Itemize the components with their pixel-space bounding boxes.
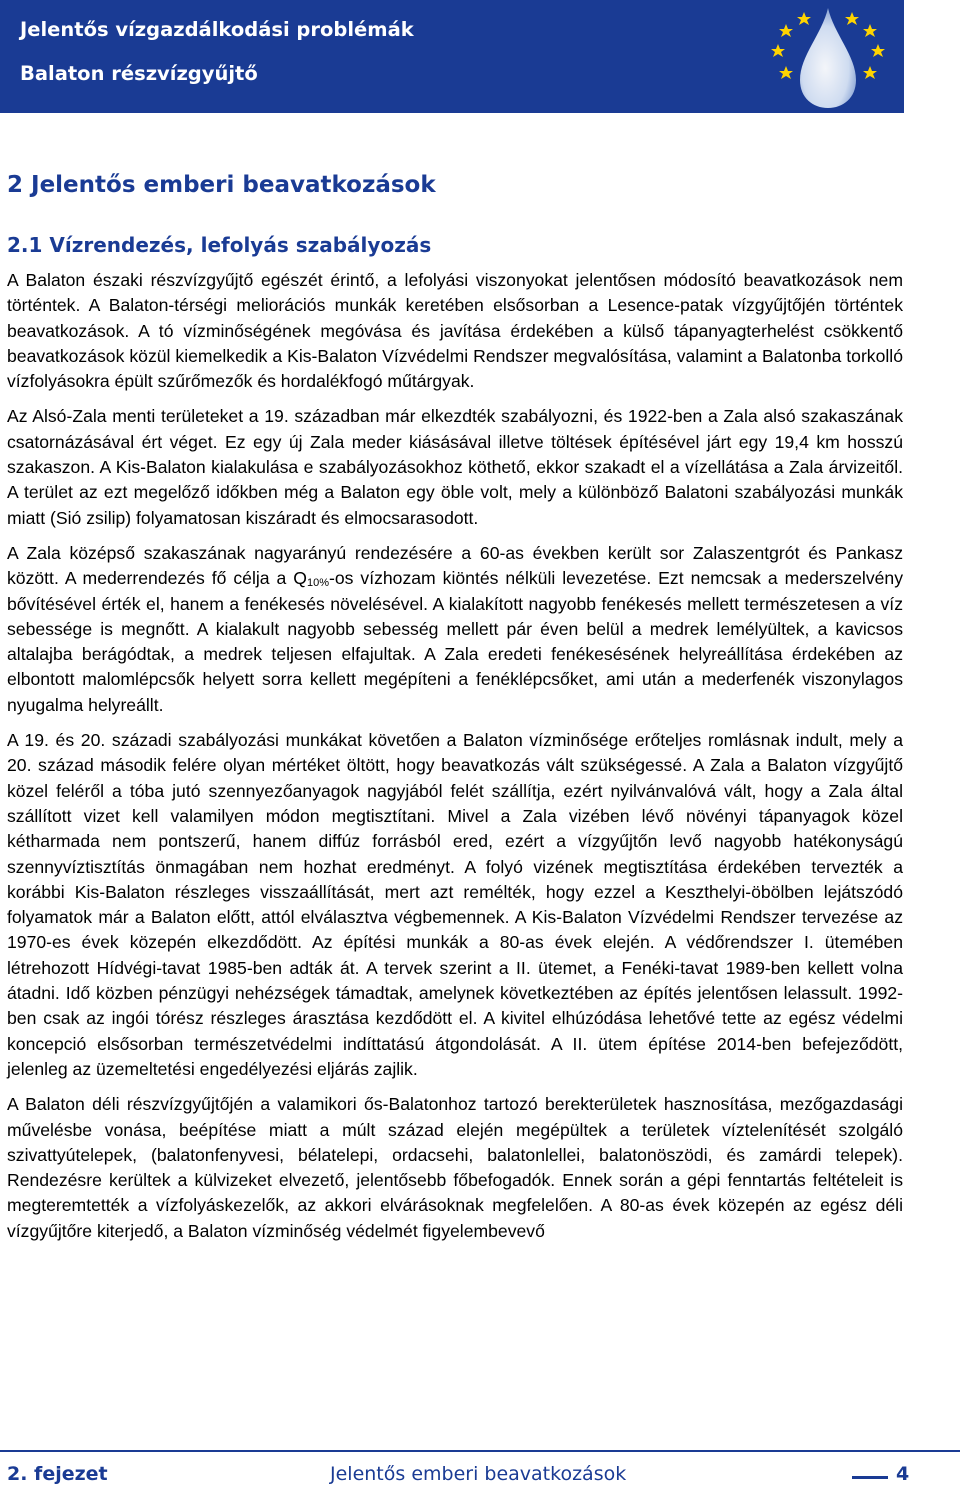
footer-chapter: 2. fejezet [7,1463,108,1485]
water-drop-eu-stars-logo-icon [756,4,900,110]
paragraph-3 [7,541,903,718]
footer-dash [852,1476,888,1479]
paragraph-5: A Balaton déli részvízgyűjtőjén a valamikori ős-Balatonhoz tartozó berekterületek hasznosítása, mezőgazdasági művelésbe vonása, beépítése miatt a múlt század elején megépültek a területek víztelenítését szolgáló szivattyútelepek, (balatonfenyvesi, bélatelepi, ordacsehi, balatonlellei, balatonöszödi, és zamárdi telepek). Rendezésre kerültek a külvizeket elvezető, jelentősebb főbefogadók. Ennek során a gépi fenntartás feltételeit is megteremtették a vízfolyáskezelők, az akkori elvárásoknak megfelelően. A 80-as évek közepén az egész déli vízgyűjtőre kiterjedő, a Balaton vízminőség védelmét figyelembevevő [7,1094,903,1241]
paragraph-2: Az Alsó-Zala menti területeket a 19. században már elkezdték szabályozni, és 1922-ben a Zala alsó szakaszának csatornázásával ért véget. Ez egy új Zala meder kiásásával illetve töltések építésével járt egy 19,4 km hosszú szakaszon. A Kis-Balaton kialakulása e szabályozásokhoz köthető, ekkor szakadt el a vízellátása a Zala árvizeitől. A terület az ezt megelőző időkben még a Balaton egy öble volt, mely a különböző Balatoni szabályozási munkák miatt (Sió zsilip) folyamatosan kiszáradt és elmocsarasodott. [7,406,903,528]
paragraph-1: A Balaton északi részvízgyűjtő egészét érintő, a lefolyási viszonyokat jelentősen módosító beavatkozások nem történtek. A Balaton-térségi meliorációs munkák keretében elsősorban a Lesence-patak vízgyűjtőjén történtek beavatkozások. A tó vízminőségének megóvása és javítása érdekében a külső tápanyagterhelést csökkentő beavatkozások közül kiemelkedik a Kis-Balaton Vízvédelmi Rendszer megvalósítása, valamint a Balatonba torkolló vízfolyásokra épült szűrőmezők és hordalékfogó műtárgyak. [7,270,903,392]
footer-section-title: Jelentős emberi beavatkozások [330,1463,627,1485]
paragraph-3-part-a: A Zala középső szakaszának nagyarányú rendezésére a 60-as években került sor Zalaszentgrót és Pankasz között. A mederrendezés fő célja a Q [7,542,903,589]
subsection-title: 2.1 Vízrendezés, lefolyás szabályozás [7,233,432,257]
q-subscript: 10% [306,577,330,590]
header-banner [0,0,904,113]
section-title: 2 Jelentős emberi beavatkozások [7,172,436,198]
header-subtitle: Balaton részvízgyűjtő [20,62,258,85]
footer-divider [0,1450,960,1452]
body-text [7,268,903,1244]
header-title: Jelentős vízgazdálkodási problémák [20,18,414,41]
paragraph-3-part-b: -os vízhozam kiöntés nélküli levezetése. Ezt nemcsak a mederszelvény bővítésével érték el, hanem a fenékesés növelésével. A kialakított nagyobb fenékesés mellett természetesen a víz sebessége is megnőtt. A kialakult nagyobb sebesség mellett pár éven belül a medrek lemélyültek, a kavicsos altalajba berágódtak, a medrek teljesen elfajultak. A Zala eredeti fenékesésének helyreállítása érdekében az elbontott malomlépcsők helyett sorra kellett megépíteni a fenéklépcsőket, ami után a mederfenék viszonylagos nyugalma helyreállt. [7,568,903,715]
paragraph-4: A 19. és 20. századi szabályozási munkákat követően a Balaton vízminősége erőteljes romlásnak indult, mely a 20. század második felére olyan mértéket öltött, hogy beavatkozás vált szükségessé. A Zala a Balaton vízgyűjtő közel feléről a tóba jutó szennyezőanyagok nagyjából felét szállítja, ezért nyilvánvalóvá vált, hogy a Zala által szállított vizet kell valamilyen módon megtisztítani. Mivel a Zala vizében lévő növényi tápanyagok közel kétharmada nem pontszerű, hanem diffúz forrásból ered, ezért a vízgyűjtőn levő nagyobb hatékonyságú szennyvíztisztítás önmagában nem hozhat eredményt. A folyó vizének megtisztítása érdekében tervezték a korábbi Kis-Balaton részleges visszaállítását, mert azt remélték, hogy ezzel a Keszthelyi-öbölben lejátszódó folyamatok már a Balaton előtt, attól elválasztva végbemennek. A Kis-Balaton Vízvédelmi Rendszer tervezése az 1970-es évek közepén elkezdődött. Az építési munkák a 80-as évek elején. A védőrendszer I. ütemében létrehozott Hídvégi-tavat 1985-ben adták át. A tervek szerint a II. ütemet, a Fenéki-tavat 1989-ben kellett volna átadni. Idő közben pénzügyi nehézségek támadtak, amelynek következtében az építés jelentősen lelassult. 1992-ben csak az ingói tórész részleges árasztása kezdődött el. A kivitel elhúzódása lehetővé tette az egész védelmi koncepció elsősorban természetvédelmi indíttatású átgondolását. A II. ütem építése 2014-ben befejeződött, jelenleg az üzemeltetési engedélyezési eljárás zajlik. [7,730,903,1079]
page-number: 4 [896,1463,910,1485]
